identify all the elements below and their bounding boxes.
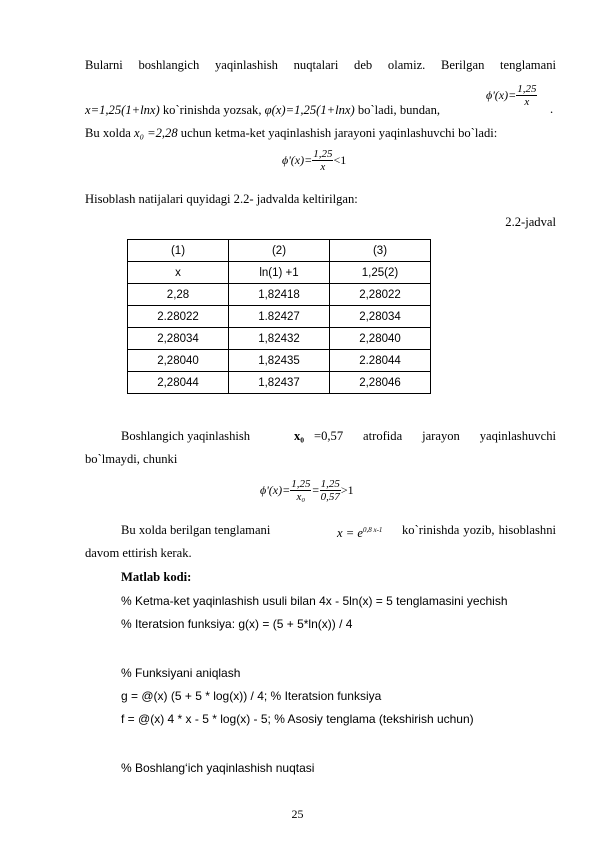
table-cell: (1) bbox=[128, 240, 229, 262]
table-row bbox=[128, 350, 431, 372]
fraction-numerator: 1,25 bbox=[291, 478, 311, 490]
table-cell: 1,82437 bbox=[229, 372, 330, 394]
page-number: 25 bbox=[291, 807, 304, 821]
fraction-numerator: 1,25 bbox=[320, 478, 340, 490]
table-cell: 2,28034 bbox=[128, 328, 229, 350]
text: Bu xolda bbox=[85, 126, 134, 140]
table-row bbox=[128, 306, 431, 328]
exponent: 0,8 x-1 bbox=[362, 526, 383, 534]
code-line: % Boshlang‘ich yaqinlashish nuqtasi bbox=[121, 761, 315, 775]
paragraph-line: Bu xolda berilgan tenglamani bbox=[121, 523, 271, 537]
table-cell: 2,28034 bbox=[330, 306, 431, 328]
table-cell: 2.28044 bbox=[330, 350, 431, 372]
paragraph-line bbox=[85, 125, 497, 141]
table-caption: 2.2-jadval bbox=[505, 215, 556, 229]
code-heading: Matlab kodi: bbox=[121, 570, 192, 584]
convergence-formula bbox=[282, 148, 346, 173]
equation-x: x=1,25(1+lnx) bbox=[85, 103, 160, 117]
table-cell: 1,82432 bbox=[229, 328, 330, 350]
paragraph-line: =0,57 atrofida jarayon yaqinlashuvchi bbox=[314, 429, 556, 443]
fraction bbox=[516, 83, 537, 108]
period: . bbox=[550, 102, 554, 116]
divergence-formula bbox=[260, 478, 354, 503]
table-cell: 1,82435 bbox=[229, 350, 330, 372]
text: bo`ladi, bundan, bbox=[354, 103, 441, 117]
formula-rhs: >1 bbox=[340, 483, 354, 497]
fraction-denominator: 0,57 bbox=[320, 491, 340, 503]
code-line: % Iteratsion funksiya: g(x) = (5 + 5*ln(x)) / 4 bbox=[121, 617, 353, 631]
code-line: g = @(x) (5 + 5 * log(x)) / 4; % Iteratsion funksiya bbox=[121, 689, 382, 703]
code-line: f = @(x) 4 * x - 5 * log(x) - 5; % Asosiy tenglama (tekshirish uchun) bbox=[121, 712, 474, 726]
equals-sign: = bbox=[311, 483, 320, 497]
table-cell: 2,28046 bbox=[330, 372, 431, 394]
formula-lhs: ϕ'(x)= bbox=[282, 153, 313, 167]
table-cell: 2,28 bbox=[128, 284, 229, 306]
table-header-row bbox=[128, 240, 431, 262]
fraction-numerator: 1,25 bbox=[517, 83, 537, 95]
fraction-denominator: x bbox=[524, 96, 530, 108]
equation-exp bbox=[337, 522, 382, 541]
paragraph-line: ko`rinishda yozib, hisoblashni bbox=[402, 523, 556, 537]
table-cell: 2,28040 bbox=[128, 350, 229, 372]
table-cell: 2,28022 bbox=[330, 284, 431, 306]
table-cell: (3) bbox=[330, 240, 431, 262]
x0-symbol: x₀ bbox=[294, 429, 305, 443]
formula-lhs: ϕ'(x)= bbox=[486, 88, 517, 102]
formula-rhs: <1 bbox=[333, 153, 347, 167]
paragraph-line: bo`lmaydi, chunki bbox=[85, 452, 178, 466]
formula-lhs: ϕ'(x)= bbox=[260, 483, 291, 497]
equation-x0: x₀ =2,28 bbox=[133, 126, 178, 140]
table-cell: 2,28040 bbox=[330, 328, 431, 350]
table-cell: 1.82427 bbox=[229, 306, 330, 328]
paragraph-line: Hisoblash natijalari quyidagi 2.2- jadvalda keltirilgan: bbox=[85, 192, 358, 206]
fraction bbox=[320, 478, 341, 503]
equation-text: x = e bbox=[337, 526, 363, 541]
fraction-denominator: x₀ bbox=[296, 491, 306, 503]
equation-phi: φ(x)=1,25(1+lnx) bbox=[264, 103, 355, 117]
text: ko`rinishda yozsak, bbox=[159, 103, 265, 117]
table-cell: 2,28044 bbox=[128, 372, 229, 394]
code-line: % Ketma-ket yaqinlashish usuli bilan 4x - 5ln(x) = 5 tenglamasini yechish bbox=[121, 594, 508, 608]
table-cell: x bbox=[128, 262, 229, 284]
table-row bbox=[128, 328, 431, 350]
fraction-denominator: x bbox=[320, 161, 326, 173]
table-cell: 2.28022 bbox=[128, 306, 229, 328]
table-cell: 1,82418 bbox=[229, 284, 330, 306]
table-row bbox=[128, 372, 431, 394]
table-cell: ln(1) +1 bbox=[229, 262, 330, 284]
code-line: % Funksiyani aniqlash bbox=[121, 666, 241, 680]
derivative-formula bbox=[486, 83, 537, 108]
fraction-numerator: 1,25 bbox=[313, 148, 333, 160]
table-row bbox=[128, 284, 431, 306]
text: uchun ketma-ket yaqinlashish jarayoni yaqinlashuvchi bo`ladi: bbox=[177, 126, 498, 140]
table-cell: (2) bbox=[229, 240, 330, 262]
results-table bbox=[127, 239, 431, 394]
fraction bbox=[290, 478, 311, 503]
paragraph-line bbox=[85, 102, 440, 118]
fraction bbox=[312, 148, 333, 173]
paragraph-line: davom ettirish kerak. bbox=[85, 546, 192, 560]
paragraph-line: Boshlangich yaqinlashish bbox=[121, 429, 251, 443]
paragraph-line: Bularni boshlangich yaqinlashish nuqtalari deb olamiz. Berilgan tenglamani bbox=[85, 58, 556, 72]
table-row bbox=[128, 262, 431, 284]
table-cell: 1,25(2) bbox=[330, 262, 431, 284]
